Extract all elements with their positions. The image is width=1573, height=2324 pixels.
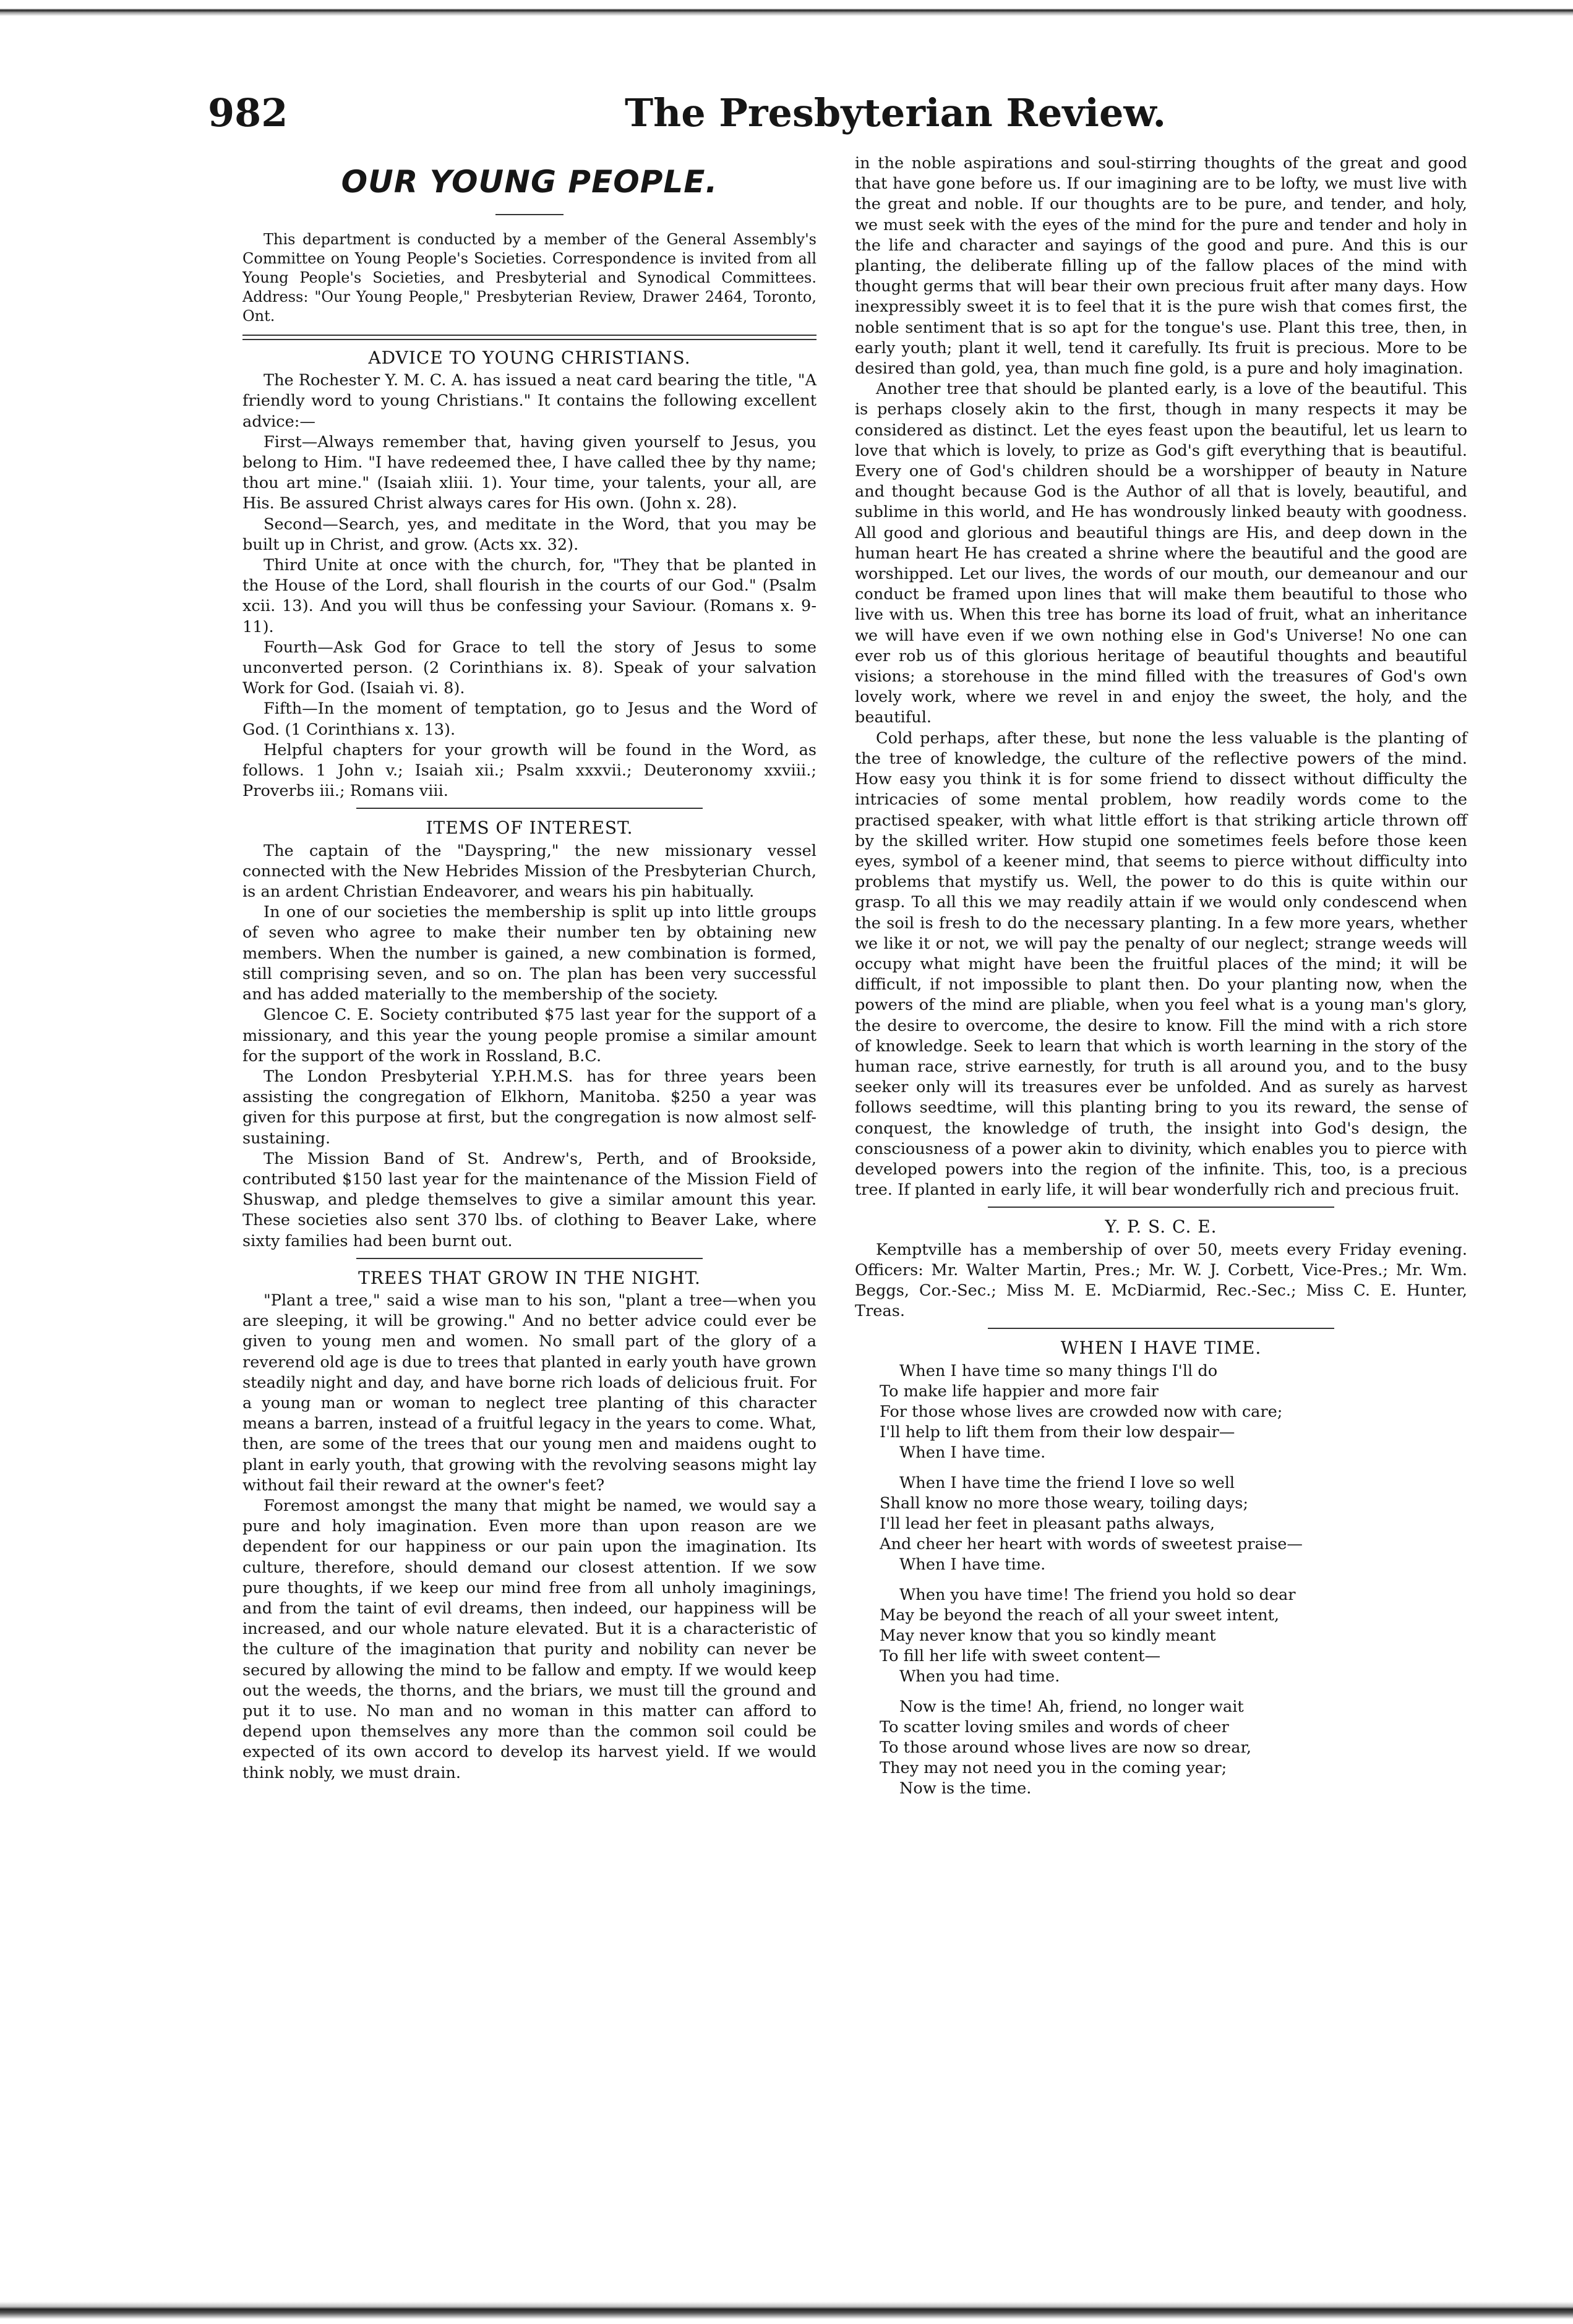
poem-line: I'll help to lift them from their low despair— [880,1422,1235,1442]
poem-line: When I have time. [899,1443,1046,1462]
title-rule [495,214,564,215]
poem-line: When you have time! The friend you hold so dear [899,1585,1296,1604]
poem-stanza [880,1361,1467,1463]
advice-paragraph: Helpful chapters for your growth will be found in the Word, as follows. 1 John v.; Isaiah xii.; Psalm xxxvii.; Deuteronomy xxviii.; Proverbs iii.; Romans viii. [242,740,817,801]
poem-line: To those around whose lives are now so drear, [880,1738,1252,1757]
items-paragraph: The London Presbyterial Y.P.H.M.S. has for three years been assisting the congregation of Elkhorn, Manitoba. $250 a year was given for this purpose at first, but the congregation is now almost self-sustaining. [242,1067,817,1148]
poem-line: To fill her life with sweet content— [880,1646,1161,1665]
poem [880,1361,1467,1799]
double-rule [242,335,817,340]
poem-line: May be beyond the reach of all your sweet intent, [880,1605,1280,1625]
right-column [855,153,1467,1809]
poem-line: When I have time so many things I'll do [899,1361,1218,1380]
section-heading-items: ITEMS OF INTEREST. [426,818,633,839]
trees-paragraph: Foremost amongst the many that might be named, we would say a pure and holy imagination. Even more than upon reason are we dependent for our happiness or our pain upon the imagination. Its culture, therefore, should demand our closest attention. If we sow pure thoughts, if we keep our mind free from all unholy imaginings, and from the taint of evil dreams, then indeed, our happiness will be increased, and our whole nature elevated. But it is a characteristic of the culture of the imagination that purity and nobility can never be secured by allowing the mind to be fallow and empty. If we would keep out the weeds, the thorns, and the briars, we must till the ground and put it to use. No man and no woman in this matter can afford to depend upon themselves any more than the common soil could be expected of its own accord to develop its harvest yield. If we would think nobly, we must drain. [242,1496,817,1782]
items-paragraph: The captain of the "Dayspring," the new missionary vessel connected with the New Hebrides Mission of the Presbyterian Church, is an ardent Christian Endeavorer, and wears his pin habitually. [242,841,817,902]
advice-paragraph: Fourth—Ask God for Grace to tell the story of Jesus to some unconverted person. (2 Corinthians ix. 8). Speak of your salvation Work for God. (Isaiah vi. 8). [242,638,817,698]
trees-continued-paragraph: Another tree that should be planted early, is a love of the beautiful. This is perhaps closely akin to the first, though in many respects it may be considered as distinct. Let the eyes feast upon the beautiful, let us learn to love that which is lovely, to prize as God's gift everything that is beautiful. Every one of God's children should be a worshipper of beauty in Nature and thought because God is the Author of all that is lovely, beautiful, and sublime in this world, and He has wondrously linked beauty with goodness. All good and glorious and beautiful things are His, and deep down in the human heart He has created a shrine where the beautiful and the good are worshipped. Let our lives, the words of our mouth, our demeanour and our conduct be framed upon lines that will make them beautiful to those who live with us. When this tree has borne its load of fruit, what an inheritance we will have even if we own nothing else in God's Universe! No one can ever rob us of this glorious heritage of beautiful thoughts and beautiful visions; a storehouse in the mind filled with the treasures of God's own lovely work, where we revel in and enjoy the sweet, the holy, and the beautiful. [855,380,1467,727]
trees-continued-paragraph: Cold perhaps, after these, but none the less valuable is the planting of the tree of knowledge, the culture of the reflective powers of the mind. How easy you think it is for some friend to dissect without difficulty the intricacies of some mental problem, how readily words come to the practised speaker, with what little effort is that striking article thrown off by the skilled writer. How stupid one sometimes feels before those keen eyes, symbol of a keener mind, that seems to pierce without difficulty into problems that mystify us. Well, the power to do this is quite within our grasp. To all this we may readily attain if we would only condescend when the soil is fresh to do the necessary planting. In a few more years, whether we like it or not, we will pay the penalty of our neglect; strange weeds will occupy what might have been the fruitful places of the mind; it will be difficult, if not impossible to plant then. Do your planting now, when the powers of the mind are pliable, when you feel what is a young man's glory, the desire to overcome, the desire to know. Fill the mind with a rich store of knowledge. Seek to learn that which is worth learning in the story of the human race, strive earnestly, for truth is all around you, and to the busy seeker only will its treasures ever be unfolded. And as surely as harvest follows seedtime, will this planting bring to you its reward, the sense of conquest, the knowledge of truth, the insight into God's design, the consciousness of a power akin to divinity, which enables you to pierce with developed powers into the region of the infinite. This, too, is a precious tree. If planted in early life, it will bear wonderfully rich and precious fruit. [855,728,1467,1200]
section-rule [356,808,703,809]
section-rule [988,1207,1334,1208]
advice-paragraph: Fifth—In the moment of temptation, go to Jesus and the Word of God. (1 Corinthians x. 13). [242,699,817,739]
poem-line: I'll lead her feet in pleasant paths always, [880,1514,1215,1533]
left-column [242,162,817,1784]
items-paragraph: Glencoe C. E. Society contributed $75 last year for the support of a missionary, and this year the young people promise a similar amount for the support of the work in Rossland, B.C. [242,1006,817,1066]
page-number: 982 [208,90,288,135]
items-paragraph: The Mission Band of St. Andrew's, Perth, and of Brookside, contributed $150 last year for the maintenance of the Mission Field of Shuswap, and pledge themselves to give a similar amount this year. These societies also sent 370 lbs. of clothing to Beaver Lake, where sixty families had been burnt out. [242,1149,817,1250]
poem-stanza [880,1473,1467,1575]
running-title: The Presbyterian Review. [625,90,1167,135]
department-title: OUR YOUNG PEOPLE. [341,164,718,200]
poem-line: When I have time the friend I love so well [899,1473,1235,1492]
poem-stanza [880,1585,1467,1687]
section-heading-advice: ADVICE TO YOUNG CHRISTIANS. [368,348,691,368]
department-intro: This department is conducted by a member of the General Assembly's Committee on Young People's Societies. Correspondence is invited from all Young People's Societies, and Presbyterial and Synodical Committees. Address: "Our Young People," Presbyterian Review, Drawer 2464, Toronto, Ont. [242,231,817,325]
poem-line: Shall know no more those weary, toiling days; [880,1493,1249,1513]
poem-line: And cheer her heart with words of sweetest praise— [880,1534,1303,1553]
section-heading-ypsce: Y. P. S. C. E. [1105,1216,1217,1237]
section-heading-trees: TREES THAT GROW IN THE NIGHT. [358,1267,701,1288]
poem-stanza [880,1697,1467,1799]
advice-paragraph: First—Always remember that, having given yourself to Jesus, you belong to Him. "I have redeemed thee, I have called thee by thy name; thou art mine." (Isaiah xliii. 1). Your time, your talents, your all, are His. Be assured Christ always cares for His own. (John x. 28). [242,432,817,513]
advice-paragraph: Third Unite at once with the church, for, "They that be planted in the House of the Lord, shall flourish in the courts of our God." (Psalm xcii. 13). And you will thus be confessing your Saviour. (Romans x. 9-11). [242,556,817,636]
advice-paragraph: Second—Search, yes, and meditate in the Word, that you may be built up in Christ, and grow. (Acts xx. 32). [242,515,817,554]
top-scan-border [0,0,1573,20]
ypsce-paragraph: Kemptville has a membership of over 50, meets every Friday evening. Officers: Mr. Walter Martin, Pres.; Mr. W. J. Corbett, Vice-Pres.; Mr. Wm. Beggs, Cor.-Sec.; Miss M. E. McDiarmid, Rec.-Sec.; Miss C. E. Hunter, Treas. [855,1240,1467,1321]
bottom-scan-border [0,2302,1573,2324]
poem-line: Now is the time. [899,1779,1032,1798]
section-rule [356,1258,703,1259]
trees-paragraph: "Plant a tree," said a wise man to his son, "plant a tree—when you are sleeping, it will be growing." And no better advice could ever be given to young men and women. No small part of the glory of a reverend old age is due to trees that planted in early youth have grown steadily night and day, and have borne rich loads of delicious fruit. For a young man or woman to neglect tree planting of this character means a barren, instead of a fruitful legacy in the years to come. What, then, are some of the trees that our young men and maidens ought to plant in early youth, that growing with the revolving seasons might lay without fail their reward at the owner's feet? [242,1291,817,1495]
poem-line: May never know that you so kindly meant [880,1626,1216,1645]
trees-continued-paragraph: in the noble aspirations and soul-stirring thoughts of the great and good that have gone before us. If our imagining are to be lofty, we must live with the great and noble. If our thoughts are to be pure, and tender, and holy, we must seek with the eyes of the mind for the pure and tender and holy in the life and character and sayings of the good and pure. And this is our planting, the deliberate filling up of the fallow places of the mind with thought germs that will bear their own precious fruit after many days. How inexpressibly sweet it is to feel that it is the pure wish that comes first, the noble sentiment that is so apt for the tongue's use. Plant this tree, then, in early youth; plant it well, tend it carefully. Its fruit is precious. More to be desired than gold, yea, than much fine gold, is a pure and holy imagination. [855,154,1467,378]
poem-line: Now is the time! Ah, friend, no longer wait [899,1697,1244,1716]
poem-line: They may not need you in the coming year; [880,1758,1227,1777]
items-paragraph: In one of our societies the membership is split up into little groups of seven who agree to make their number ten by obtaining new members. When the number is gained, a new combination is formed, still comprising seven, and so on. The plan has been very successful and has added materially to the membership of the society. [242,903,817,1004]
poem-line: For those whose lives are crowded now with care; [880,1402,1283,1421]
poem-line: When you had time. [899,1667,1060,1686]
poem-title: WHEN I HAVE TIME. [1060,1338,1262,1359]
poem-line: To make life happier and more fair [880,1382,1159,1401]
section-rule [988,1328,1334,1329]
poem-line: To scatter loving smiles and words of cheer [880,1717,1229,1737]
advice-paragraph: The Rochester Y. M. C. A. has issued a neat card bearing the title, "A friendly word to young Christians." It contains the following excellent advice:— [242,371,817,431]
poem-line: When I have time. [899,1555,1046,1574]
